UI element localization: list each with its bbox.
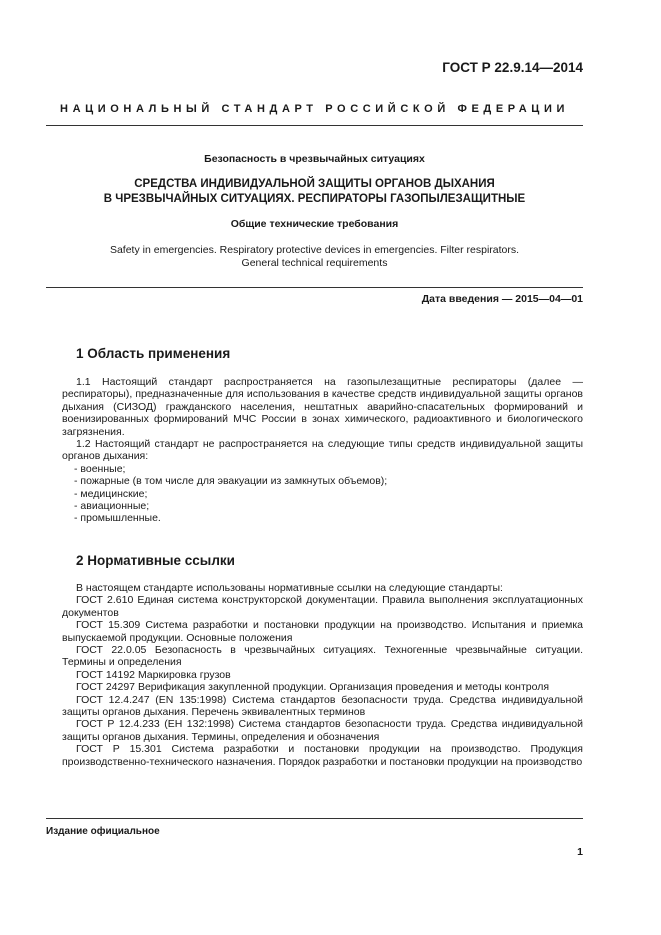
list-item: - медицинские; — [74, 487, 148, 500]
reference-item: ГОСТ 14192 Маркировка грузов — [76, 668, 231, 681]
paragraph-1-2: 1.2 Настоящий стандарт не распространяется на следующие типы средств индивидуальной защиты органов дыхания: — [62, 438, 583, 463]
page-number: 1 — [577, 846, 583, 858]
reference-item: ГОСТ Р 12.4.233 (ЕН 132:1998) Система стандартов безопасности труда. Средства индивидуальной защиты органов дыхания. Термины, определения и обозначения — [62, 718, 583, 743]
header-divider — [46, 125, 583, 126]
paragraph-1-1: 1.1 Настоящий стандарт распространяется на газопылезащитные респираторы (далее — респираторы), предназначенные для использования в качестве средств индивидуальной защиты органов дыхания (СИЗОД) гражданского населения, нештатных аварийно-спасательных формирований и военизированных формирований МЧС России в зонах химического, радиоактивного и биологического загрязнения. — [62, 376, 583, 438]
title-divider — [46, 287, 583, 288]
sub-title: Общие технические требования — [230, 218, 399, 230]
references-intro: В настоящем стандарте использованы нормативные ссылки на следующие стандарты: — [76, 582, 503, 594]
list-item: - промышленные. — [74, 512, 161, 525]
official-edition-label: Издание официальное — [46, 826, 160, 837]
list-item: - пожарные (в том числе для эвакуации из замкнутых объемов); — [74, 475, 388, 488]
english-title — [46, 244, 583, 270]
section-1-body — [62, 376, 583, 525]
section-2-body — [62, 582, 583, 768]
reference-item: ГОСТ 24297 Верификация закупленной продукции. Организация проведения и методы контроля — [76, 681, 550, 694]
footer-divider — [46, 818, 583, 819]
reference-item: ГОСТ 22.0.05 Безопасность в чрезвычайных ситуациях. Техногенные чрезвычайные ситуации. Термины и определения — [62, 644, 583, 669]
section-2-heading: 2 Нормативные ссылки — [76, 553, 235, 568]
document-code: ГОСТ Р 22.9.14—2014 — [442, 60, 583, 75]
main-title-line-1: СРЕДСТВА ИНДИВИДУАЛЬНОЙ ЗАЩИТЫ ОРГАНОВ ДЫХАНИЯ — [134, 178, 495, 190]
english-title-line-2: General technical requirements — [241, 257, 388, 269]
main-title-line-2: В ЧРЕЗВЫЧАЙНЫХ СИТУАЦИЯХ. РЕСПИРАТОРЫ ГАЗОПЫЛЕЗАЩИТНЫЕ — [103, 193, 526, 205]
national-standard-banner: НАЦИОНАЛЬНЫЙ СТАНДАРТ РОССИЙСКОЙ ФЕДЕРАЦИИ — [60, 103, 569, 115]
main-title — [46, 177, 583, 207]
section-1-heading: 1 Область применения — [76, 346, 231, 361]
reference-item: ГОСТ 2.610 Единая система конструкторской документации. Правила выполнения эксплуатационных документов — [62, 594, 583, 619]
list-item: - авиационные; — [74, 500, 150, 513]
reference-item: ГОСТ Р 15.301 Система разработки и постановки продукции на производство. Продукция производственно-технического назначения. Порядок разработки и постановки продукции на производство — [62, 743, 583, 768]
introduction-date: Дата введения — 2015—04—01 — [421, 293, 583, 305]
english-title-line-1: Safety in emergencies. Respiratory protective devices in emergencies. Filter respirators. — [109, 244, 520, 256]
subject-title: Безопасность в чрезвычайных ситуациях — [204, 153, 425, 165]
reference-item: ГОСТ 12.4.247 (EN 135:1998) Система стандартов безопасности труда. Средства индивидуальной защиты органов дыхания. Перечень эквивалентных терминов — [62, 693, 583, 719]
reference-item: ГОСТ 15.309 Система разработки и постановки продукции на производство. Испытания и приемка выпускаемой продукции. Основные положения — [62, 619, 583, 644]
list-item: - военные; — [74, 462, 126, 475]
